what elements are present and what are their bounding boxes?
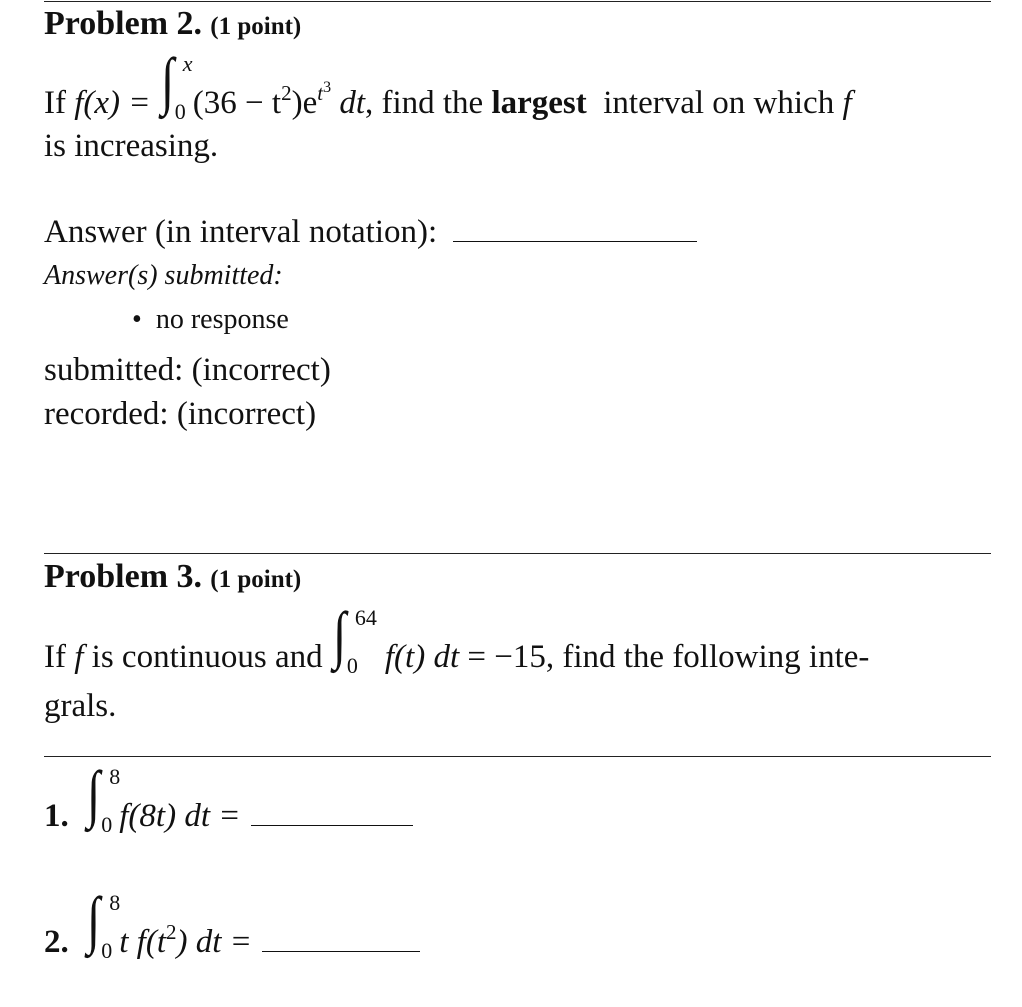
answer-input[interactable] bbox=[453, 215, 697, 242]
problem-2-points: (1 point) bbox=[210, 13, 302, 40]
integral-lower-limit: 0 bbox=[346, 653, 358, 678]
answer-row bbox=[44, 212, 697, 252]
stem-f: f bbox=[842, 85, 852, 121]
integral-upper-limit: 64 bbox=[354, 605, 377, 630]
function-lhs: f(x) = bbox=[74, 85, 151, 121]
problem-2-heading bbox=[44, 4, 301, 47]
stem-middle: , find the bbox=[364, 85, 484, 121]
problem-2-statement bbox=[44, 45, 852, 124]
problem-3-statement: If f is continuous and ∫ 64 0 f(t) dt = −15, find the following inte- bbox=[44, 599, 870, 678]
part-2-answer-input[interactable] bbox=[262, 925, 420, 952]
stem-if: If bbox=[44, 85, 66, 121]
stem-end: interval on which bbox=[603, 85, 835, 121]
integral-upper-limit: x bbox=[182, 51, 193, 76]
stem-equals: = −15, find the following inte- bbox=[467, 639, 870, 675]
status-submitted: submitted: (incorrect) bbox=[44, 352, 331, 388]
stem-largest: largest bbox=[491, 85, 587, 121]
problem-2-statement-cont: is increasing. bbox=[44, 128, 219, 164]
problem-3-heading bbox=[44, 557, 301, 600]
parts-divider bbox=[44, 756, 991, 757]
answer-prompt: Answer (in interval notation): bbox=[44, 214, 438, 250]
problem-3-statement-cont: grals. bbox=[44, 688, 117, 724]
answers-submitted-header: Answer(s) submitted: bbox=[44, 260, 283, 291]
problem-3-divider bbox=[44, 553, 991, 554]
part-1-integrand: f(8t) dt = bbox=[119, 798, 241, 834]
status-recorded: recorded: (incorrect) bbox=[44, 396, 317, 432]
part-1 bbox=[44, 758, 413, 837]
submitted-answer-text: no response bbox=[155, 304, 289, 335]
problem-2-title: Problem 2. bbox=[44, 5, 203, 42]
top-divider bbox=[44, 1, 991, 2]
integral-lower-limit: 0 bbox=[174, 99, 186, 124]
part-2-number: 2. bbox=[44, 924, 69, 960]
integrand: f(t) dt bbox=[384, 639, 460, 675]
part-2-integrand: t $f(t^2)$ dt = bbox=[119, 920, 252, 960]
integral-sign: ∫ 8 0 bbox=[87, 884, 121, 963]
problem-3-points: (1 point) bbox=[210, 566, 302, 593]
bullet-icon: • bbox=[132, 304, 142, 335]
integral-sign: ∫ x 0 bbox=[160, 45, 193, 124]
integrand: $(36 - t^2)e^{t^3}$ dt bbox=[192, 79, 365, 121]
integral-sign: ∫ 8 0 bbox=[87, 758, 121, 837]
part-1-answer-input[interactable] bbox=[251, 799, 413, 826]
submitted-answer-item bbox=[132, 302, 289, 338]
part-2 bbox=[44, 884, 420, 963]
problem-3-title: Problem 3. bbox=[44, 558, 203, 595]
part-1-number: 1. bbox=[44, 798, 69, 834]
integral-sign: ∫ 64 0 bbox=[332, 599, 377, 678]
